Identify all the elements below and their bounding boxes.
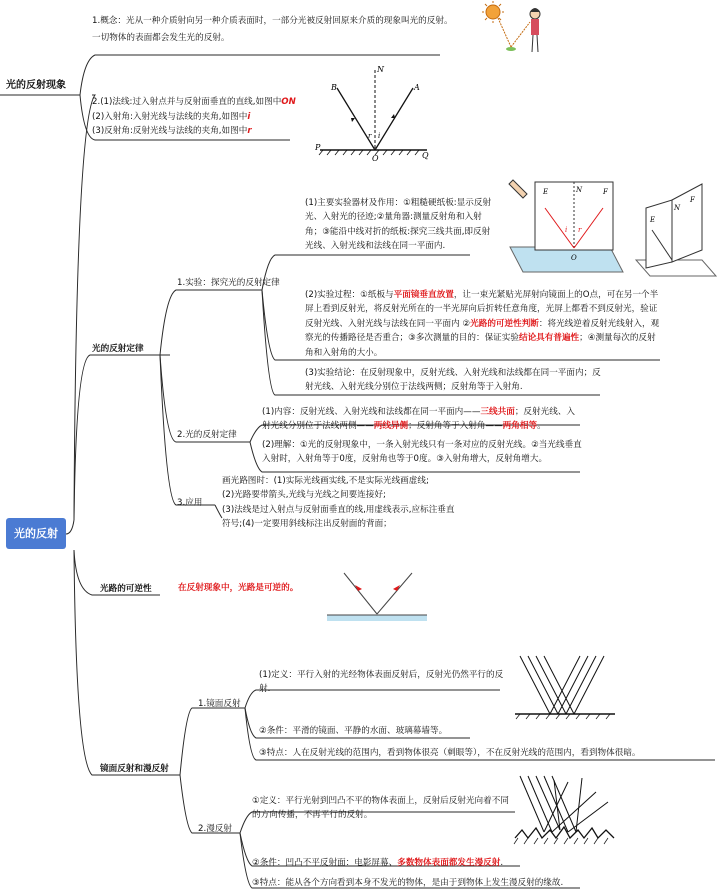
reflection-label-r: r — [247, 126, 252, 136]
reversibility-statement: 在反射现象中，光路是可逆的。 — [178, 583, 299, 593]
svg-text:P: P — [315, 143, 321, 152]
svg-text:O: O — [372, 154, 379, 163]
highlight-universality: 结论具有普遍性 — [518, 333, 580, 344]
section-title-reversibility: 光路的可逆性 — [100, 584, 152, 594]
highlight-opposite-sides: 两线异侧 — [373, 421, 409, 432]
svg-text:O: O — [571, 254, 577, 262]
application-rules — [222, 474, 462, 532]
incidence-label-i: i — [247, 112, 251, 122]
experiment-board-diagram — [505, 172, 625, 280]
section-title-reflection-phenomenon: 光的反射现象 — [6, 80, 66, 91]
svg-text:Q: Q — [422, 151, 429, 160]
experiment-process: (2)实验过程：①纸板与平面镜垂直放置，让一束光紧贴光屏射向镜面上的O点，可在另一个半屏上看到反射光，将反射光所在的一半光屏向后折转任意角度，光屏上都看不到反射光，验证反射光线、入射光线与法线在同一平面内 ②光路的可逆性判断：将光线逆着反射光线射入，观察光的传播路径是否重合；③多次测量的目的：保证实验结论具有普遍性；④测量每次的反射角和入射角的大小。 — [305, 290, 660, 358]
diffuse-reflection-diagram — [510, 772, 620, 852]
highlight-coplanar: 三线共面 — [480, 407, 515, 417]
diffuse-feature: ③特点：能从各个方向看到本身不发光的物体，是由于到物体上发生漫反射的缘故. — [252, 878, 564, 888]
svg-text:N: N — [576, 186, 583, 194]
reflection-angle-definition: (3)反射角:反射光线与法线的夹角,如图中r — [92, 126, 252, 136]
root-node[interactable]: 光的反射 — [6, 518, 66, 549]
svg-text:i: i — [565, 226, 568, 234]
application-branch: 3.应用 — [177, 498, 203, 508]
reversibility-diagram — [322, 565, 432, 627]
specular-condition: ②条件：平滑的镜面、平静的水面、玻璃幕墙等。 — [259, 726, 448, 736]
svg-text:F: F — [690, 196, 695, 204]
law-content: (1)内容：反射光线、入射光线和法线都在同一平面内——三线共面；反射光线、入射光线分别位于法线两侧——两线异侧；反射角等于入射角——两角相等。 — [262, 407, 575, 432]
svg-text:N: N — [377, 65, 384, 74]
concept-line-1: 1.概念：光从一种介质射向另一种介质表面时，一部分光被反射回原来介质的现象叫光的反射。 — [92, 16, 453, 26]
normal-label-on: ON — [281, 97, 296, 107]
svg-text:r: r — [578, 226, 582, 234]
svg-text:F: F — [603, 188, 608, 196]
highlight-mirror-vertical: 平面镜垂直放置 — [393, 290, 454, 300]
application-rule-3: (3)法线是过入射点与反射面垂直的线,用虚线表示,应标注垂直符号;(4)一定要用斜线标注出反射面的背面； — [222, 504, 455, 530]
svg-text:B: B — [331, 83, 337, 92]
diffuse-definition: ①定义：平行光射到凹凸不平的物体表面上，反射后反射光向着不同的方向传播，不再平行的反射。 — [252, 796, 509, 821]
highlight-diffuse-common: 多数物体表面都发生漫反射 — [397, 858, 501, 868]
section-title-reflection-law: 光的反射定律 — [92, 344, 144, 354]
specular-branch: 1.镜面反射 — [198, 699, 241, 709]
svg-text:N: N — [674, 204, 681, 212]
experiment-conclusion: (3)实验结论：在反射现象中，反射光线、入射光线和法线都在同一平面内；反射光线、入射光线分别位于法线两侧；反射角等于入射角. — [305, 368, 601, 393]
application-rule-1: 画光路图时：(1)实际光线画实线,不是实际光线画虚线; — [222, 476, 429, 486]
law-understanding: (2)理解：①光的反射现象中，一条入射光线只有一条对应的反射光线。②当光线垂直入射时，入射角等于0度，反射角也等于0度。③入射角增大，反射角增大。 — [262, 440, 582, 465]
section-title-specular-diffuse: 镜面反射和漫反射 — [100, 764, 169, 774]
normal-definition: 2.(1)法线:过入射点并与反射面垂直的直线,如图中ON — [92, 97, 296, 107]
svg-text:r: r — [368, 132, 372, 140]
highlight-equal-angles: 两角相等 — [502, 421, 538, 432]
folded-board-diagram — [632, 180, 718, 280]
application-rule-2: (2)光路要带箭头,光线与光线之间要连接好; — [222, 490, 386, 501]
diffuse-branch: 2.漫反射 — [198, 824, 232, 834]
experiment-materials: (1)主要实验器材及作用：①粗糙硬纸板:显示反射光、入射光的径迹;②量角器:测量反射角和入射角；③能沿中线对折的纸板:探究三线共面,即反射光线、入射光线和法线在同一平面内. — [305, 198, 492, 252]
svg-text:E: E — [650, 216, 656, 224]
specular-feature: ③特点：人在反射光线的范围内，看到物体很亮（刺眼等），不在反射光线的范围内，看到物体很暗。 — [259, 748, 641, 758]
svg-text:E: E — [543, 188, 549, 196]
law-branch: 2.光的反射定律 — [177, 430, 237, 440]
incidence-angle-definition: (2)入射角:入射光线与法线的夹角,如图中i — [92, 112, 251, 122]
concept-line-2: 一切物体的表面都会发生光的反射。 — [92, 33, 230, 43]
reflection-angle-diagram — [315, 60, 435, 165]
svg-text:i: i — [378, 132, 381, 140]
specular-definition: (1)定义：平行入射的光经物体表面反射后，反射光仍然平行的反射. — [259, 670, 504, 695]
experiment-branch: 1.实验：探究光的反射定律 — [177, 278, 280, 288]
diffuse-condition: ②条件：凹凸不平反射面：电影屏幕、多数物体表面都发生漫反射. — [252, 858, 504, 868]
specular-reflection-diagram — [510, 652, 620, 722]
sun-girl-illustration — [478, 0, 550, 58]
highlight-reversibility: 光路的可逆性判断 — [470, 318, 539, 329]
svg-text:A: A — [414, 83, 420, 92]
